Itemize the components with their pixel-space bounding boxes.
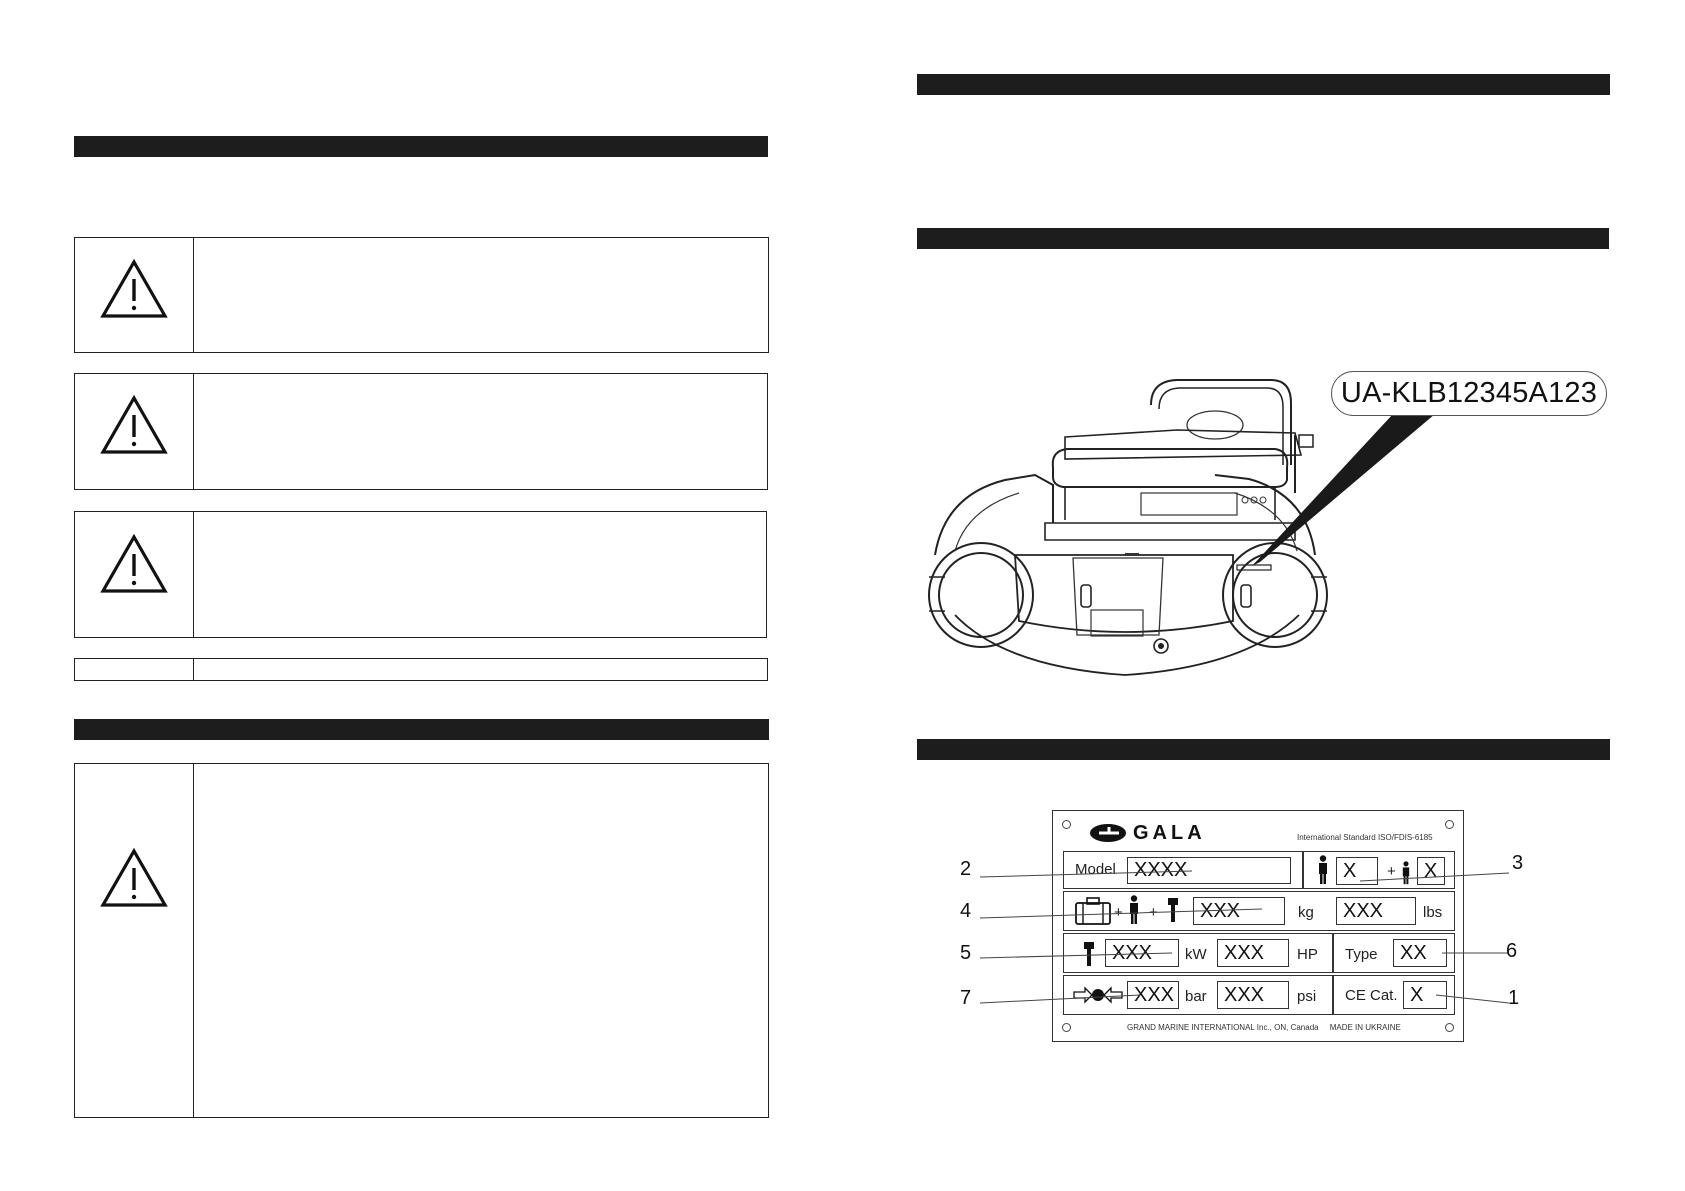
pressure-psi-value: XXX [1217, 981, 1289, 1009]
model-label: Model [1075, 861, 1116, 878]
load-kg-value: XXX [1193, 897, 1285, 925]
type-value: XX [1393, 939, 1447, 967]
ce-category-value: X [1403, 981, 1447, 1009]
brand-name: GALA [1133, 822, 1206, 844]
persons-child-value: X [1417, 857, 1445, 885]
callout-3: 3 [1512, 852, 1524, 874]
pressure-bar-unit: bar [1185, 988, 1207, 1005]
type-label: Type [1345, 946, 1378, 963]
power-hp-unit: HP [1297, 946, 1318, 963]
power-kw-value: XXX [1105, 939, 1179, 967]
standard-text: International Standard ISO/FDIS-6185 [1297, 833, 1433, 842]
power-hp-value: XXX [1217, 939, 1289, 967]
callout-7: 7 [960, 987, 972, 1009]
load-kg-unit: kg [1298, 904, 1314, 921]
load-lbs-value: XXX [1336, 897, 1416, 925]
pressure-bar-value: XXX [1127, 981, 1179, 1009]
plate-footer-text: GRAND MARINE INTERNATIONAL Inc., ON, Canada MADE IN UKRAINE [1127, 1023, 1401, 1032]
callout-1: 1 [1508, 987, 1520, 1009]
callout-5: 5 [960, 942, 972, 964]
callout-6: 6 [1506, 940, 1518, 962]
load-lbs-unit: lbs [1423, 904, 1443, 921]
ce-category-label: CE Cat. [1345, 987, 1398, 1004]
persons-adult-value: X [1336, 857, 1378, 885]
power-kw-unit: kW [1185, 946, 1207, 963]
model-value: XXXX [1127, 857, 1291, 884]
pressure-psi-unit: psi [1297, 988, 1317, 1005]
serial-number-label: UA-KLB12345A123 [1331, 371, 1607, 416]
callout-2: 2 [960, 858, 972, 880]
load-plus-2: + [1149, 904, 1158, 921]
persons-plus: + [1387, 863, 1396, 880]
load-plus-1: + [1114, 904, 1123, 921]
callout-4: 4 [960, 900, 972, 922]
